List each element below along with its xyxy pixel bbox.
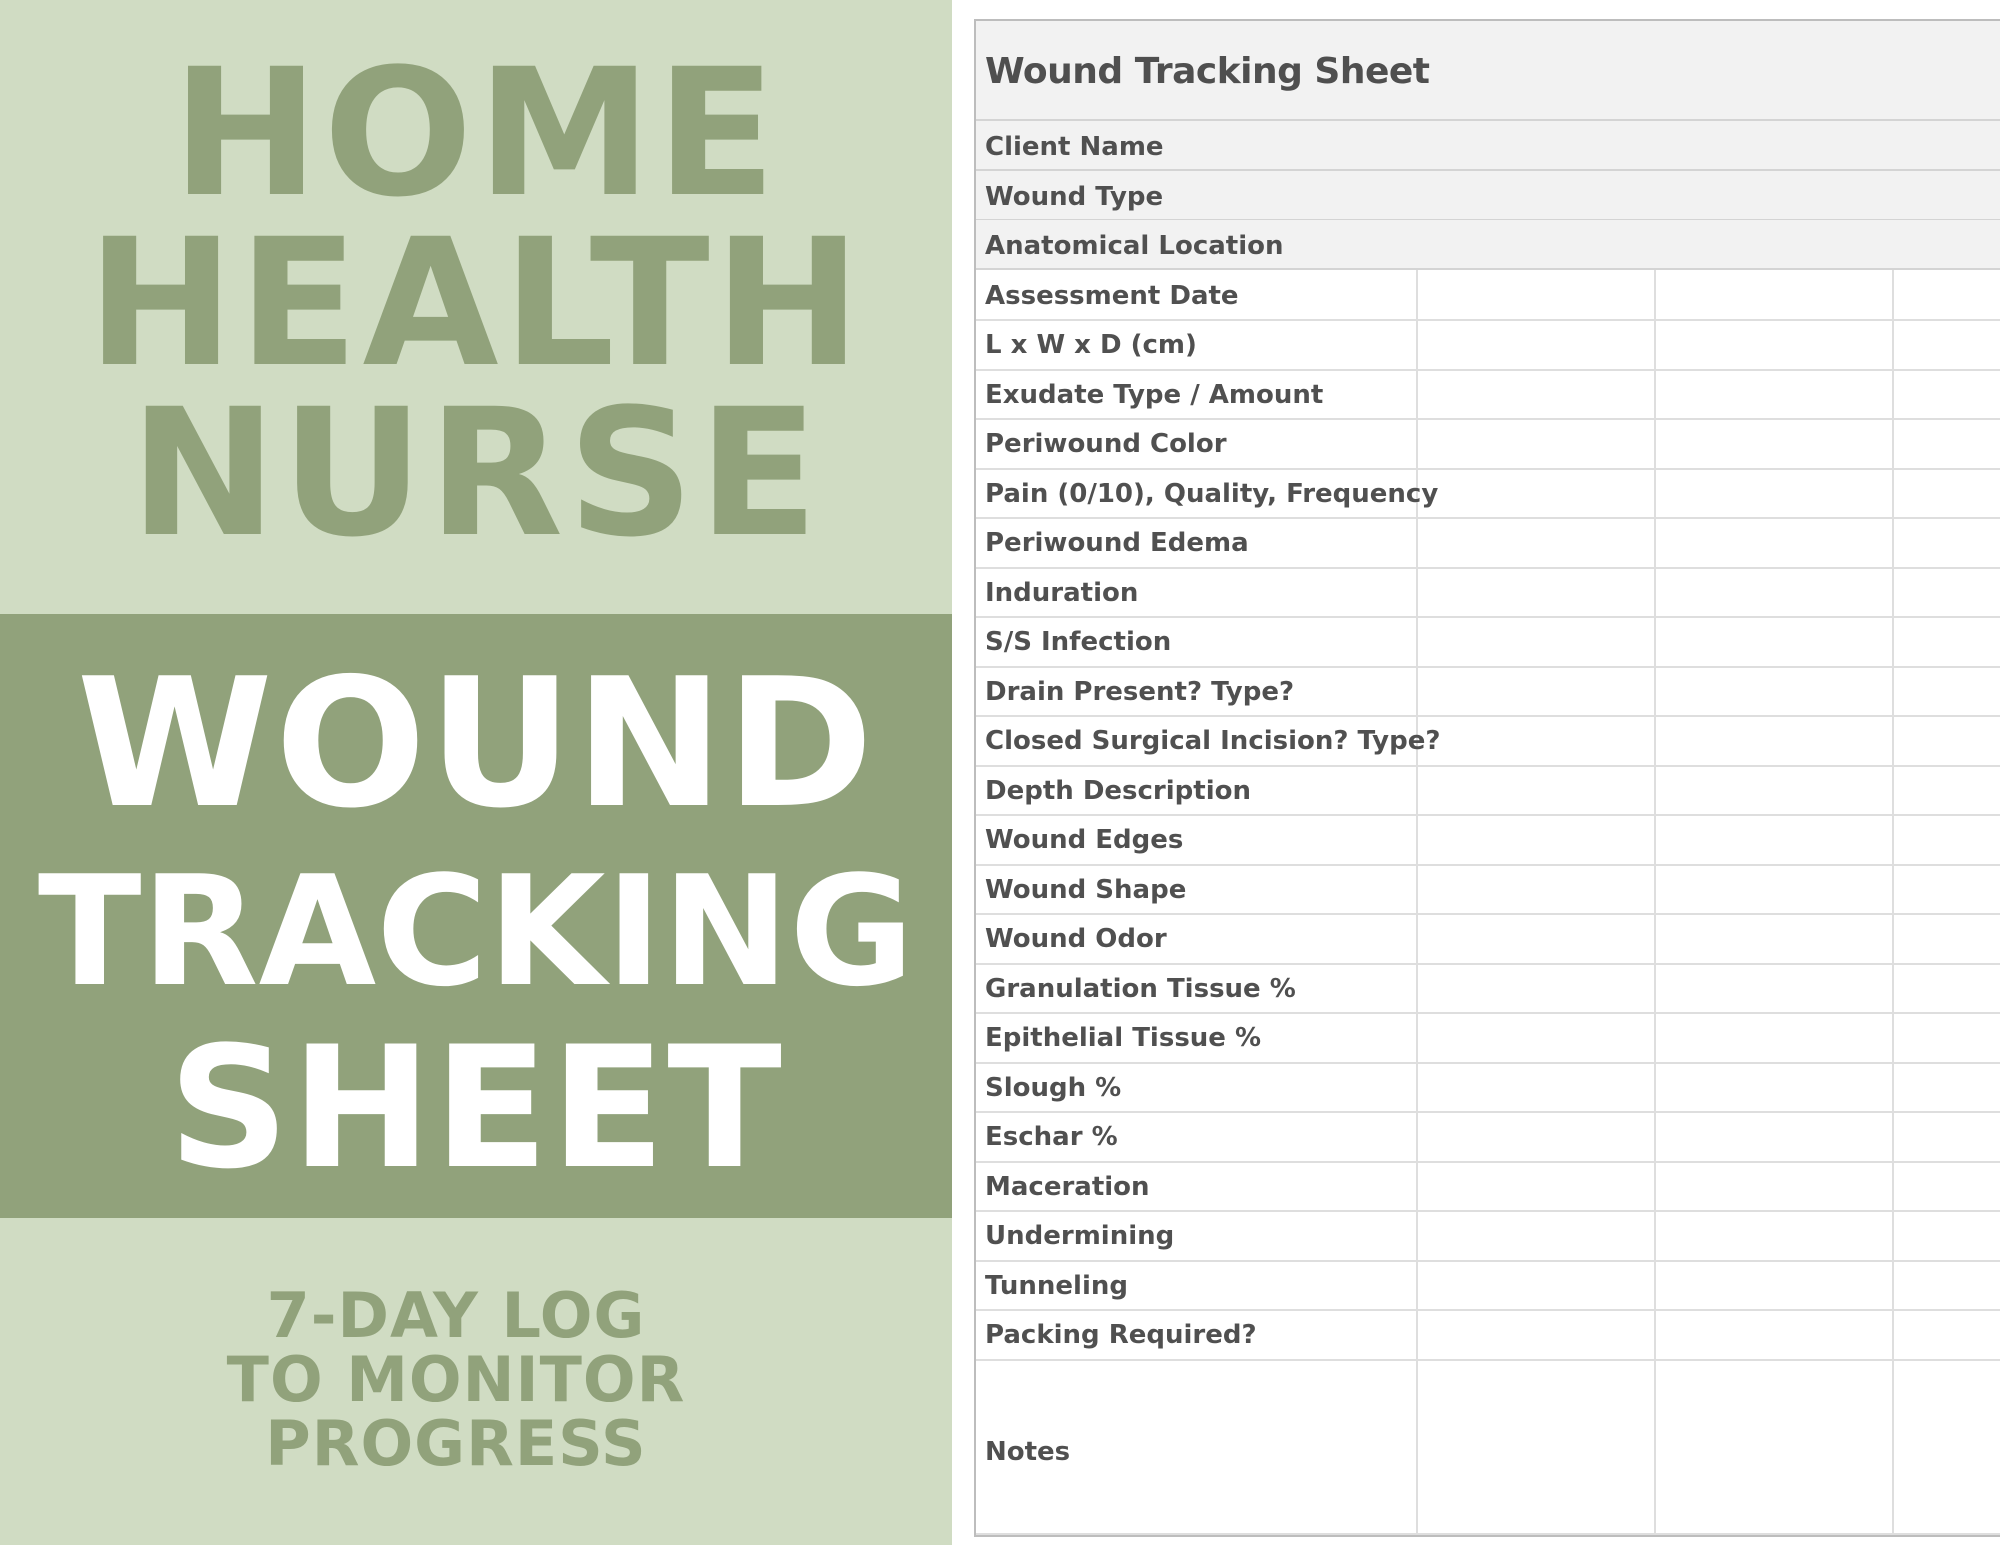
table-row [976, 864, 2000, 916]
table-row [976, 319, 2000, 371]
day-cell-1[interactable] [1418, 468, 1656, 518]
day-cell-3[interactable] [1894, 814, 2000, 864]
day-cell-1[interactable] [1418, 1111, 1656, 1161]
day-cell-2[interactable] [1656, 1359, 1894, 1534]
table-row [976, 369, 2000, 421]
day-cell-1[interactable] [1418, 715, 1656, 765]
subtitle-line-3: PROGRESS [265, 1407, 647, 1480]
row-label-cell [976, 567, 1418, 617]
day-cell-3[interactable] [1894, 270, 2000, 320]
row-label-cell [976, 1062, 1418, 1112]
day-cell-2[interactable] [1656, 1309, 1894, 1359]
table-row [976, 418, 2000, 470]
day-cell-2[interactable] [1656, 666, 1894, 716]
day-cell-3[interactable] [1894, 418, 2000, 468]
row-label-cell [976, 369, 1418, 419]
day-cell-1[interactable] [1418, 270, 1656, 320]
row-label: Packing Required? [985, 1320, 1257, 1350]
row-label: L x W x D (cm) [985, 330, 1197, 360]
day-cell-3[interactable] [1894, 1210, 2000, 1260]
table-row [976, 1062, 2000, 1114]
row-label-cell [976, 715, 1441, 765]
day-cell-3[interactable] [1894, 1062, 2000, 1112]
day-cell-1[interactable] [1418, 616, 1656, 666]
sheet-title: Wound Tracking Sheet [985, 51, 1430, 92]
info-row [976, 220, 2000, 270]
row-label-cell [976, 1260, 1418, 1310]
info-row-label: Client Name [985, 132, 1164, 162]
day-cell-1[interactable] [1418, 567, 1656, 617]
table-row [976, 270, 2000, 322]
table-row [976, 715, 2000, 767]
day-cell-2[interactable] [1656, 1210, 1894, 1260]
subtitle-line-2: TO MONITOR [226, 1343, 686, 1416]
table-row [976, 1260, 2000, 1312]
day-cell-2[interactable] [1656, 1111, 1894, 1161]
table-row [976, 1012, 2000, 1064]
table-row [976, 1111, 2000, 1163]
day-cell-2[interactable] [1656, 270, 1894, 320]
day-cell-2[interactable] [1656, 468, 1894, 518]
day-cell-2[interactable] [1656, 715, 1894, 765]
row-label: Induration [985, 577, 1139, 608]
day-cell-1[interactable] [1418, 1012, 1656, 1062]
table-row [976, 814, 2000, 866]
day-cell-2[interactable] [1656, 864, 1894, 914]
day-cell-1[interactable] [1418, 1260, 1656, 1310]
info-row [976, 171, 2000, 221]
day-cell-3[interactable] [1894, 1012, 2000, 1062]
row-label-cell [976, 864, 1418, 914]
day-cell-3[interactable] [1894, 616, 2000, 666]
subtitle-line-1: 7-DAY LOG [266, 1279, 646, 1352]
day-cell-3[interactable] [1894, 1161, 2000, 1211]
day-cell-3[interactable] [1894, 369, 2000, 419]
headline-line-health: HEALTH [86, 201, 866, 406]
day-cell-1[interactable] [1418, 814, 1656, 864]
row-label: Pain (0/10), Quality, Frequency [985, 478, 1439, 509]
day-cell-1[interactable] [1418, 369, 1656, 419]
day-cell-1[interactable] [1418, 319, 1656, 369]
band-line-sheet: SHEET [168, 1010, 784, 1206]
row-label-cell [976, 1111, 1418, 1161]
row-label: Depth Description [985, 775, 1251, 806]
row-label-cell [976, 666, 1418, 716]
headline-line-nurse: NURSE [129, 371, 823, 576]
table-row [976, 1161, 2000, 1213]
day-cell-1[interactable] [1418, 418, 1656, 468]
day-cell-2[interactable] [1656, 765, 1894, 815]
row-label-cell [976, 1161, 1418, 1211]
day-cell-2[interactable] [1656, 567, 1894, 617]
day-cell-2[interactable] [1656, 1062, 1894, 1112]
row-label: Tunneling [985, 1270, 1128, 1301]
day-cell-2[interactable] [1656, 616, 1894, 666]
row-label-cell [976, 319, 1418, 369]
day-cell-3[interactable] [1894, 468, 2000, 518]
row-label-cell [976, 418, 1418, 468]
row-label: Epithelial Tissue % [985, 1023, 1262, 1053]
row-label-cell [976, 1309, 1418, 1359]
table-row [976, 1210, 2000, 1262]
row-label-cell [976, 765, 1418, 815]
day-cell-3[interactable] [1894, 567, 2000, 617]
row-label: Closed Surgical Incision? Type? [985, 726, 1441, 756]
day-cell-1[interactable] [1418, 1062, 1656, 1112]
row-label-cell [976, 963, 1418, 1013]
promo-panel [0, 0, 952, 1545]
table-row [976, 1309, 2000, 1361]
day-cell-2[interactable] [1656, 963, 1894, 1013]
day-cell-3[interactable] [1894, 913, 2000, 963]
row-label: Assessment Date [985, 280, 1239, 311]
day-cell-2[interactable] [1656, 418, 1894, 468]
day-cell-3[interactable] [1894, 1111, 2000, 1161]
band-line-wound: WOUND [76, 640, 876, 847]
day-cell-2[interactable] [1656, 1260, 1894, 1310]
day-cell-1[interactable] [1418, 517, 1656, 567]
day-cell-3[interactable] [1894, 1309, 2000, 1359]
day-cell-2[interactable] [1656, 814, 1894, 864]
row-label-cell [976, 616, 1418, 666]
row-label: Drain Present? Type? [985, 676, 1295, 707]
day-cell-1[interactable] [1418, 864, 1656, 914]
day-cell-3[interactable] [1894, 319, 2000, 369]
day-cell-2[interactable] [1656, 1161, 1894, 1211]
row-label: Maceration [985, 1171, 1150, 1202]
day-cell-3[interactable] [1894, 1260, 2000, 1310]
band-line-tracking: TRACKING [37, 843, 915, 1020]
day-cell-2[interactable] [1656, 517, 1894, 567]
row-label: Slough % [985, 1072, 1122, 1103]
day-cell-1[interactable] [1418, 1161, 1656, 1211]
promo-subtitle-block [0, 1218, 952, 1545]
row-label-cell [976, 1359, 1418, 1534]
headline-line-home: HOME [171, 31, 781, 236]
day-cell-3[interactable] [1894, 864, 2000, 914]
table-row [976, 765, 2000, 817]
row-label: Granulation Tissue % [985, 973, 1296, 1004]
day-cell-2[interactable] [1656, 369, 1894, 419]
table-row [976, 963, 2000, 1015]
info-row-label: Anatomical Location [985, 231, 1284, 261]
row-label: Periwound Edema [985, 528, 1249, 558]
row-label: Wound Shape [985, 874, 1187, 905]
row-label: Wound Edges [985, 825, 1184, 855]
table-row [976, 468, 2000, 520]
row-label-cell [976, 468, 1439, 518]
row-label-cell [976, 1012, 1418, 1062]
table-row-notes [976, 1359, 2000, 1536]
info-row [976, 121, 2000, 171]
day-cell-1[interactable] [1418, 963, 1656, 1013]
row-label-cell [976, 517, 1418, 567]
table-row [976, 616, 2000, 668]
row-label: Exudate Type / Amount [985, 379, 1324, 410]
sheet-title-bar [976, 21, 2000, 121]
day-cell-1[interactable] [1418, 1309, 1656, 1359]
day-cell-3[interactable] [1894, 765, 2000, 815]
row-label-cell [976, 913, 1418, 963]
day-cell-2[interactable] [1656, 319, 1894, 369]
day-cell-3[interactable] [1894, 666, 2000, 716]
day-cell-3[interactable] [1894, 1359, 2000, 1534]
tracking-sheet-document [974, 19, 2000, 1537]
table-row [976, 517, 2000, 569]
row-label-cell [976, 1210, 1418, 1260]
row-label-cell [976, 814, 1418, 864]
info-row-label: Wound Type [985, 181, 1164, 212]
day-cell-1[interactable] [1418, 1210, 1656, 1260]
day-cell-1[interactable] [1418, 666, 1656, 716]
table-row [976, 567, 2000, 619]
row-label: Periwound Color [985, 429, 1227, 459]
row-label: Notes [985, 1436, 1071, 1467]
day-cell-1[interactable] [1418, 765, 1656, 815]
promo-title-band [0, 614, 952, 1218]
day-cell-2[interactable] [1656, 1012, 1894, 1062]
day-cell-3[interactable] [1894, 517, 2000, 567]
promo-headline-block [0, 0, 952, 614]
table-row [976, 666, 2000, 718]
day-cell-3[interactable] [1894, 963, 2000, 1013]
row-label: Eschar % [985, 1122, 1118, 1152]
day-cell-3[interactable] [1894, 715, 2000, 765]
day-cell-2[interactable] [1656, 913, 1894, 963]
row-label-cell [976, 270, 1418, 320]
day-cell-1[interactable] [1418, 913, 1656, 963]
day-cell-1[interactable] [1418, 1359, 1656, 1534]
row-label: S/S Infection [985, 627, 1172, 657]
table-row [976, 913, 2000, 965]
row-label: Undermining [985, 1221, 1175, 1251]
row-label: Wound Odor [985, 924, 1167, 954]
